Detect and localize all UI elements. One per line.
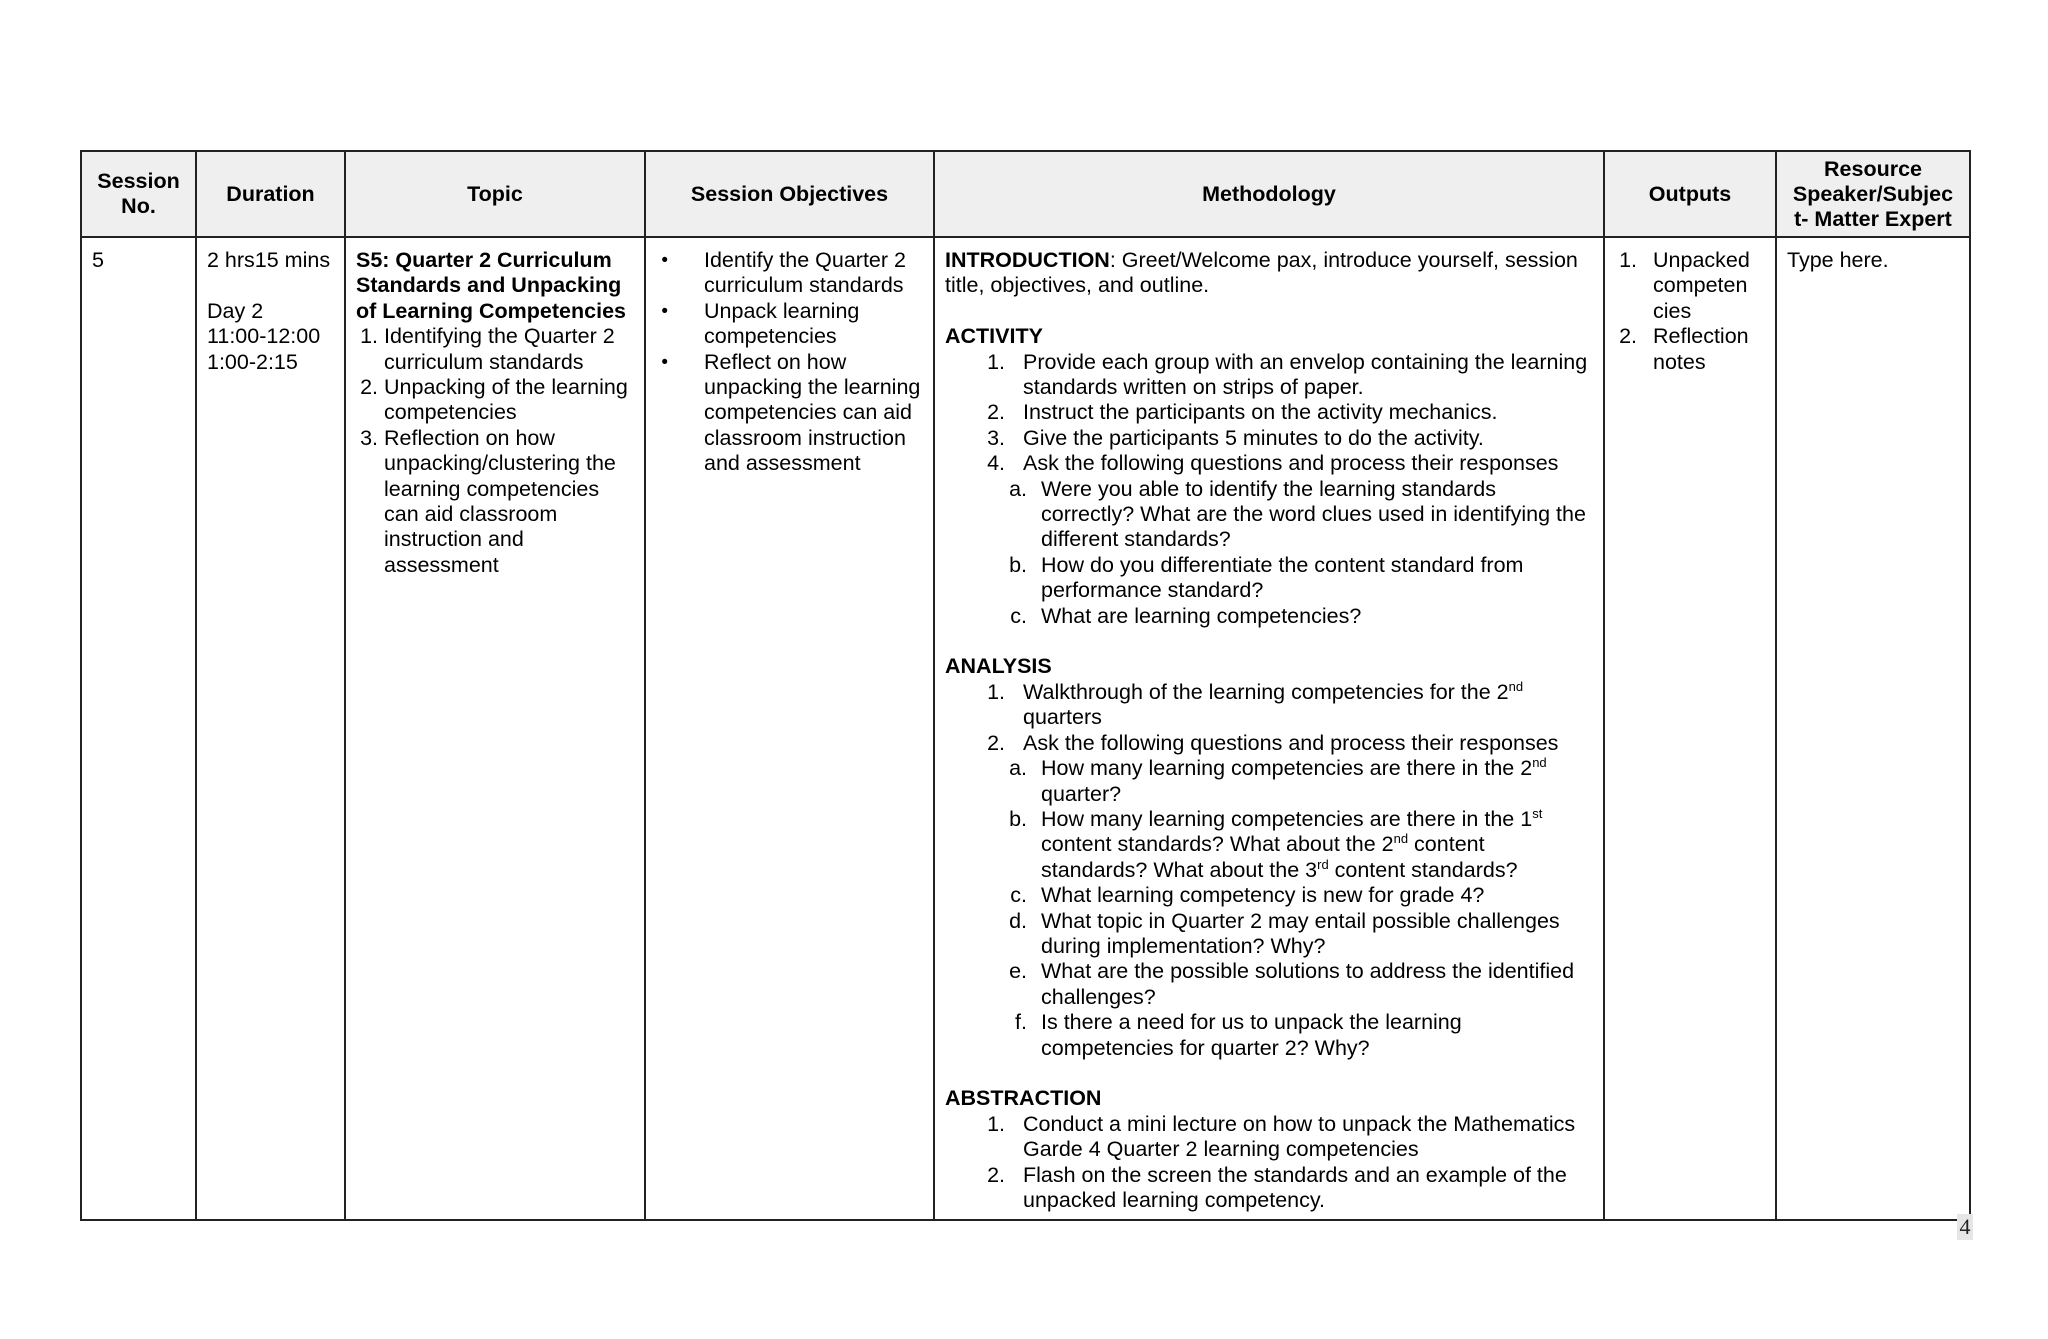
list-item: 1. Walkthrough of the learning competencies for the 2nd quarters <box>987 678 1524 730</box>
duration-time-afternoon: 1:00-2:15 <box>207 349 298 374</box>
list-item: d. What topic in Quarter 2 may entail possible challenges during implementation? Why? <box>1009 908 1560 958</box>
list-item: e. What are the possible solutions to address the identified challenges? <box>1009 959 1575 1009</box>
topic-list <box>356 324 634 578</box>
table-header-row <box>81 151 1970 237</box>
objectives-list <box>656 248 923 477</box>
cell-session-no <box>81 237 196 1220</box>
analysis-label: ANALYSIS <box>945 654 1052 679</box>
list-item: • Identify the Quarter 2 curriculum standards <box>656 248 923 299</box>
session-number: 5 <box>92 248 104 272</box>
list-item: 1. Identifying the Quarter 2 curriculum standards <box>360 324 615 374</box>
list-item: 2. Reflection notes <box>1619 324 1749 374</box>
list-item: 2. Ask the following questions and process their responses <box>987 730 1559 755</box>
abstraction-list <box>945 1112 1593 1214</box>
header-session-no: Session No. <box>81 151 196 237</box>
topic-title: S5: Quarter 2 Curriculum Standards and Unpacking of Learning Competencies <box>356 248 626 323</box>
bullet-icon: • <box>661 351 668 373</box>
outputs-list <box>1615 248 1765 375</box>
list-item: 4. Ask the following questions and process their responses <box>987 451 1559 476</box>
header-duration: Duration <box>196 151 345 237</box>
cell-outputs <box>1604 237 1776 1220</box>
duration-time-morning: 11:00-12:00 <box>207 324 321 349</box>
activity-questions <box>945 477 1593 629</box>
activity-label: ACTIVITY <box>945 324 1043 349</box>
list-item: 1. Unpacked competen cies <box>1619 248 1750 323</box>
list-item: b. How many learning competencies are there in the 1st content standards? What about the 2nd content standards? What about the 3rd content standards? <box>1009 805 1543 882</box>
table-row <box>81 237 1970 1220</box>
cell-resource-speaker[interactable] <box>1776 237 1970 1220</box>
header-outputs: Outputs <box>1604 151 1776 237</box>
list-item: b. How do you differentiate the content standard from performance standard? <box>1009 552 1524 603</box>
session-plan-table <box>80 150 1971 1221</box>
list-item: 3. Reflection on how unpacking/clustering the learning competencies can aid classroom instruction and assessment <box>360 425 616 577</box>
list-item: 1. Conduct a mini lecture on how to unpack the Mathematics Garde 4 Quarter 2 learning competencies <box>987 1111 1576 1162</box>
header-topic: Topic <box>345 151 645 237</box>
cell-topic <box>345 237 645 1220</box>
resource-placeholder[interactable]: Type here. <box>1787 248 1889 272</box>
introduction-block <box>945 248 1593 299</box>
list-item: f. Is there a need for us to unpack the learning competencies for quarter 2? Why? <box>1015 1010 1462 1060</box>
analysis-questions <box>945 756 1593 1061</box>
page-number: 4 <box>1957 1214 1973 1240</box>
introduction-label: INTRODUCTION <box>945 248 1110 272</box>
list-item: c. What are learning competencies? <box>1010 603 1362 628</box>
header-resource-speaker: Resource Speaker/Subjec t- Matter Expert <box>1776 151 1970 237</box>
list-item: • Unpack learning competencies <box>656 299 923 350</box>
list-item: c. What learning competency is new for grade 4? <box>1010 883 1485 908</box>
cell-session-objectives <box>645 237 934 1220</box>
cell-duration <box>196 237 345 1220</box>
list-item: • Reflect on how unpacking the learning competencies can aid classroom instruction and assessment <box>656 350 923 477</box>
duration-length: 2 hrs15 mins <box>207 248 331 272</box>
header-methodology: Methodology <box>934 151 1604 237</box>
introduction-text: : Greet/Welcome pax, introduce yourself, session title, objectives, and outline. <box>945 248 1578 298</box>
list-item: 2. Unpacking of the learning competencies <box>360 375 628 425</box>
list-item: 2. Instruct the participants on the activity mechanics. <box>987 400 1498 425</box>
bullet-icon: • <box>661 250 668 271</box>
list-item: 2. Flash on the screen the standards and an example of the unpacked learning competency. <box>987 1162 1567 1212</box>
list-item: 3. Give the participants 5 minutes to do the activity. <box>987 425 1484 450</box>
abstraction-label: ABSTRACTION <box>945 1086 1102 1111</box>
list-item: a. How many learning competencies are there in the 2nd quarter? <box>1009 755 1547 806</box>
header-session-objectives: Session Objectives <box>645 151 934 237</box>
bullet-icon: • <box>661 300 668 322</box>
analysis-list <box>945 680 1593 756</box>
list-item: 1. Provide each group with an envelop containing the learning standards written on strips of paper. <box>987 349 1588 400</box>
duration-day: Day 2 <box>207 298 264 323</box>
activity-list <box>945 350 1593 477</box>
list-item: a. Were you able to identify the learning standards correctly? What are the word clues used in identifying the different standards? <box>1009 476 1586 552</box>
cell-methodology <box>934 237 1604 1220</box>
